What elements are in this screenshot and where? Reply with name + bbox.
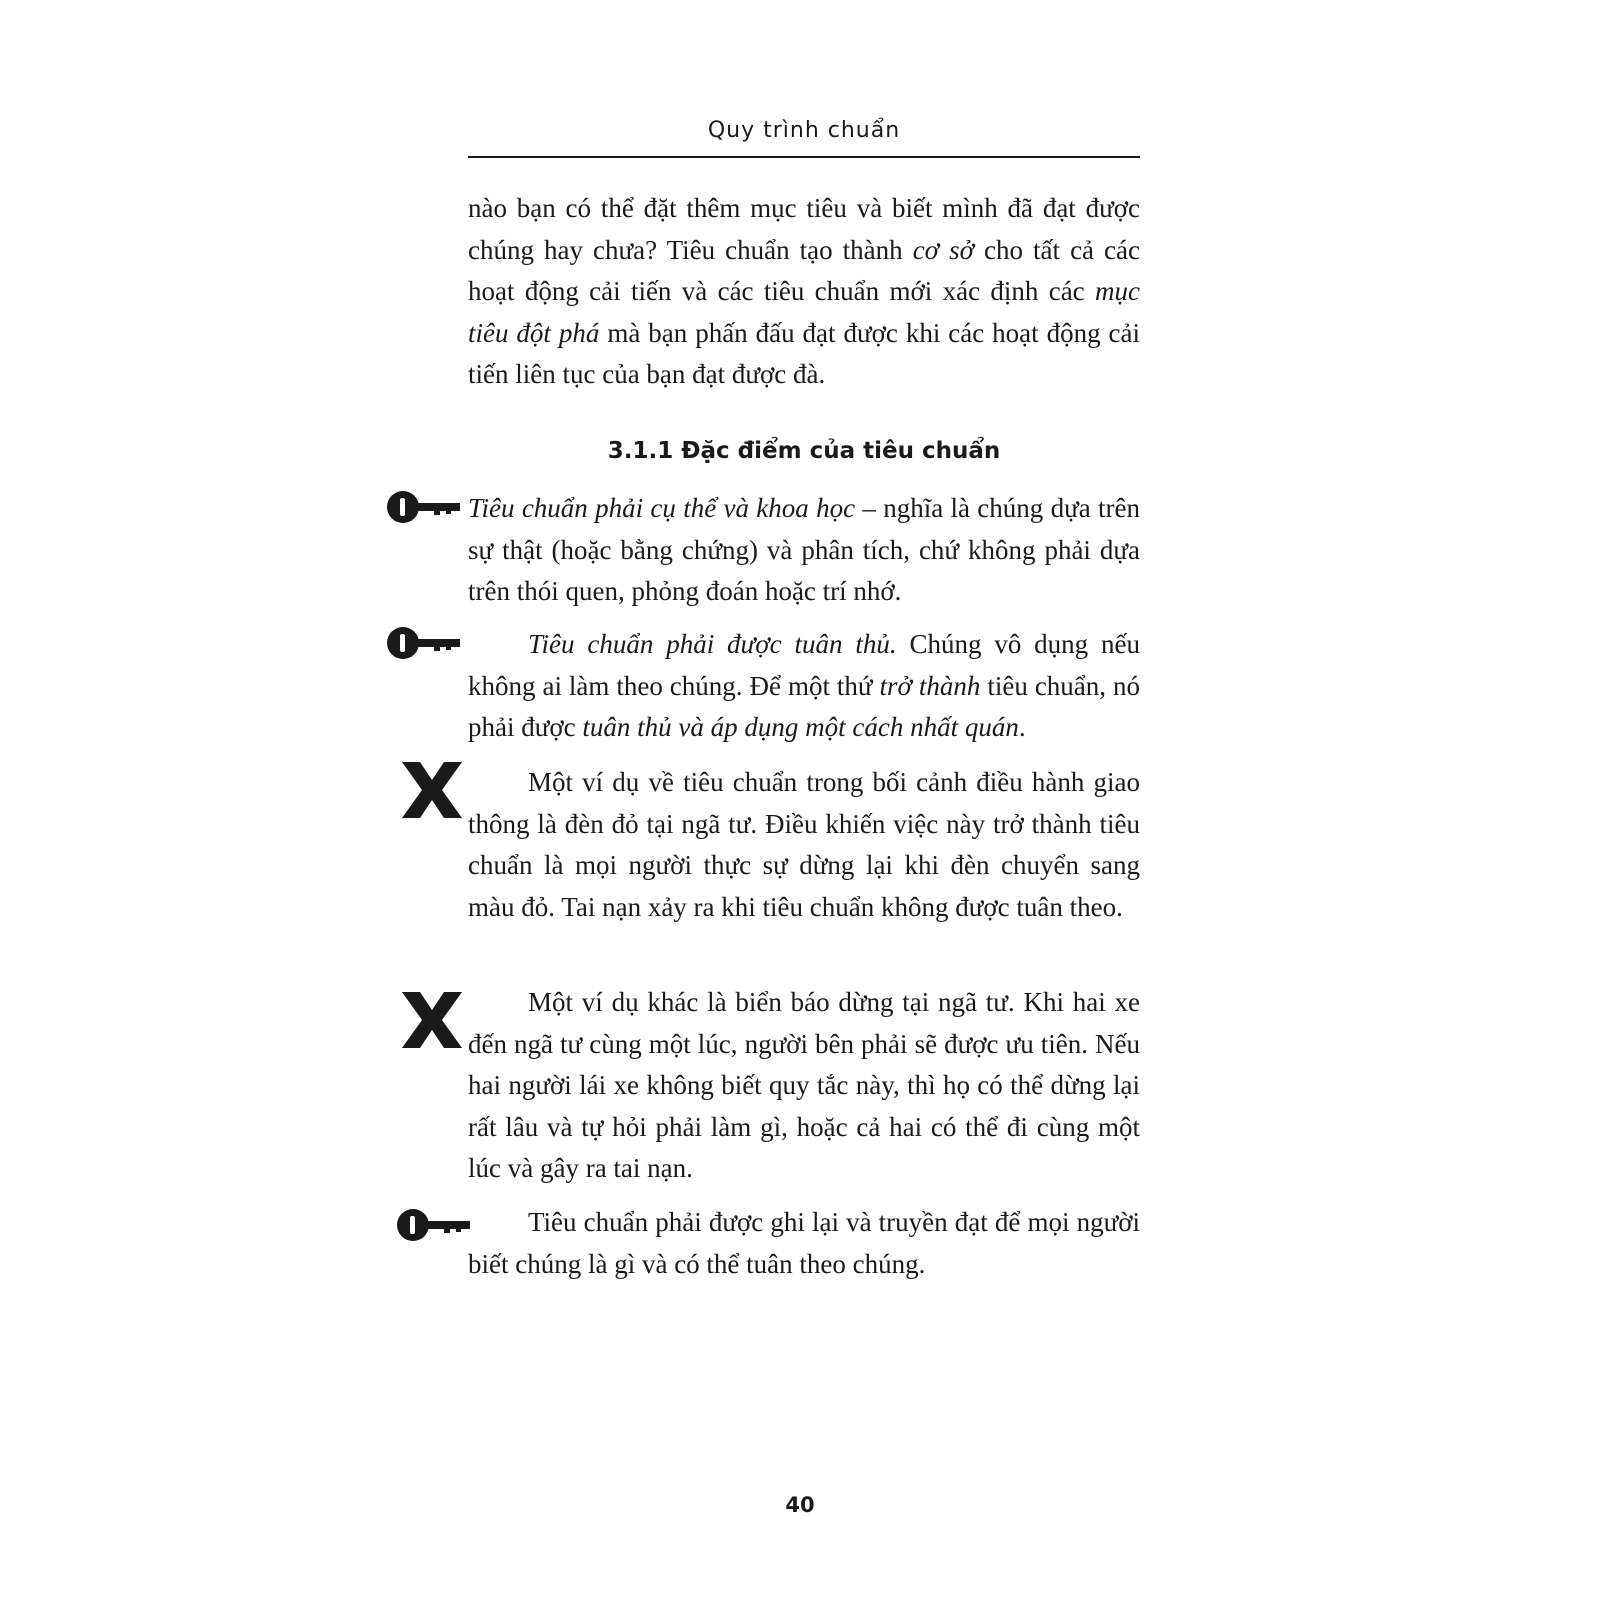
- p1-text: – nghĩa là chúng dựa trên sự thật (hoặc bằng chứng) và phân tích, chứ không phải dựa trên thói quen, phỏng đoán hoặc trí nhớ.: [468, 493, 1140, 606]
- key-icon: [396, 1208, 472, 1242]
- p4-text: Một ví dụ khác là biển báo dừng tại ngã tư. Khi hai xe đến ngã tư cùng một lúc, người bên phải sẽ được ưu tiên. Nếu hai người lái xe không biết quy tắc này, thì họ có thể dừng lại rất lâu và tự hỏi phải làm gì, hoặc cả hai có thể đi cùng một lúc và gây ra tai nạn.: [468, 987, 1140, 1183]
- intro-italic-co-so: cơ sở: [912, 234, 975, 265]
- p3-text: Một ví dụ về tiêu chuẩn trong bối cảnh điều hành giao thông là đèn đỏ tại ngã tư. Điều khiến việc này trở thành tiêu chuẩn là mọi người thực sự dừng lại khi đèn chuyển sang màu đỏ. Tai nạn xảy ra khi tiêu chuẩn không được tuân theo.: [468, 767, 1140, 922]
- key-icon: [386, 626, 462, 660]
- running-header-title: Quy trình chuẩn: [707, 118, 901, 143]
- section-heading: 3.1.1 Đặc điểm của tiêu chuẩn: [607, 438, 1001, 464]
- key-icon: [386, 490, 462, 524]
- x-mark-icon: [402, 762, 462, 818]
- intro-text-1: nào bạn có thể đặt thêm mục tiêu và biết mình đã đạt được chúng hay chưa? Tiêu chuẩn tạo thành: [468, 193, 1140, 265]
- paragraph-stop-sign-example: [468, 982, 1140, 1190]
- paragraph-traffic-light-example: [468, 762, 1140, 928]
- p2-italic-tro-thanh: trở thành: [879, 670, 981, 701]
- p2-italic-tuan-thu: tuân thủ và áp dụng một cách nhất quán: [582, 712, 1019, 742]
- header-rule: [468, 156, 1140, 158]
- p2-text-1: Chúng vô dụng nếu không ai làm theo chúng. Để một thứ: [468, 629, 1140, 701]
- intro-text-3: mà bạn phấn đấu đạt được khi các hoạt động cải tiến liên tục của bạn đạt được đà.: [468, 317, 1140, 389]
- paragraph-specific-scientific: [468, 488, 1140, 613]
- page-number: 40: [785, 1493, 815, 1517]
- x-mark-icon: [402, 992, 462, 1048]
- p1-italic-lead: Tiêu chuẩn phải cụ thể và khoa học: [468, 493, 856, 523]
- p2-text-2: tiêu chuẩn, nó phải được: [468, 670, 1140, 742]
- p5-text: Tiêu chuẩn phải được ghi lại và truyền đạt để mọi người biết chúng là gì và có thể tuân theo chúng.: [468, 1207, 1140, 1279]
- p2-text-3: .: [1018, 712, 1026, 742]
- intro-paragraph: [468, 188, 1140, 396]
- paragraph-must-be-followed: [468, 624, 1140, 749]
- intro-text-2: cho tất cả các hoạt động cải tiến và các tiêu chuẩn mới xác định các: [468, 234, 1141, 306]
- paragraph-documented-communicated: [468, 1202, 1140, 1285]
- p2-italic-lead: Tiêu chuẩn phải được tuân thủ.: [528, 629, 897, 659]
- intro-italic-muc-tieu-dot-pha: mục tiêu đột phá: [468, 276, 1140, 348]
